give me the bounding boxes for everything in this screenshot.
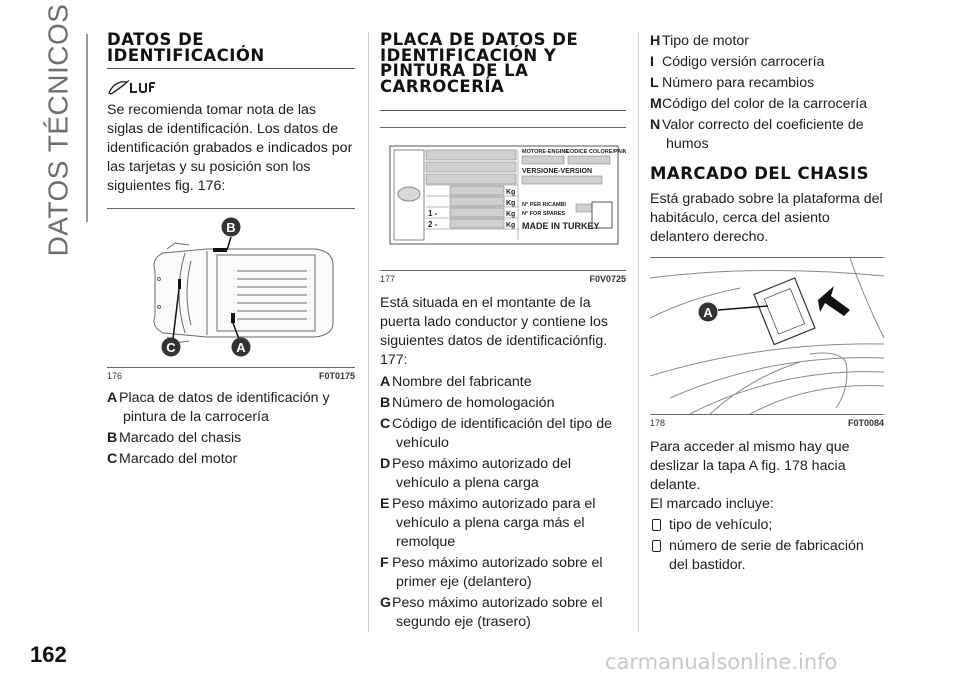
heading-chassis-marking: MARCADO DEL CHASIS: [650, 164, 870, 183]
legend-item: MCódigo del color de la carrocería: [650, 96, 868, 112]
heading-rule: [380, 110, 626, 111]
figure-caption: [650, 418, 884, 428]
figure-code: F0T0084: [847, 417, 884, 428]
intro-paragraph: Se recomienda tomar nota de las siglas de identificación. Los datos de identificación grabados e indicados por las tarjetas y su posición son los siguientes fig. 176:: [107, 102, 353, 194]
column-divider: [368, 32, 369, 632]
bullet-list: [650, 516, 884, 575]
figure-code: F0V0725: [589, 274, 626, 284]
svg-text:Kg: Kg: [506, 222, 516, 229]
legend-item: N Valor correcto del coeficiente de humos: [650, 117, 864, 152]
svg-text:Kg: Kg: [506, 211, 516, 218]
svg-text:N° FOR SPARES: N° FOR SPARES: [522, 211, 566, 217]
bullet-item: tipo de vehículo;: [650, 516, 884, 535]
svg-text:2 -: 2 -: [428, 220, 438, 229]
heading-identification-data: DATOS DE IDENTIFICACIÓN: [107, 30, 265, 65]
legend-item: L Número para recambios: [650, 75, 815, 91]
svg-text:N° PER RICAMBI: N° PER RICAMBI: [522, 202, 567, 208]
legend-item: C Marcado del motor: [107, 451, 238, 467]
heading-plate-data: PLACA DE DATOS DE IDENTIFICACIÓN Y PINTURA DE LA CARROCERÍA: [380, 30, 579, 96]
van-top-view-illustration: [107, 209, 355, 367]
figure-177: [380, 127, 626, 271]
figure-code: F0T0175: [318, 371, 355, 381]
section-title: [28, 3, 88, 257]
section-divider: [86, 34, 88, 222]
watermark: carmanualsonline.info: [605, 650, 838, 674]
figure-number: 178: [650, 417, 666, 428]
legend-list: [650, 32, 884, 154]
column-3: [650, 32, 884, 577]
legend-item: A Placa de datos de identificación y pintura de la carrocería: [107, 390, 330, 425]
svg-text:MOTORE-ENGINE: MOTORE-ENGINE: [522, 149, 569, 155]
callout-c: C: [166, 340, 176, 355]
column-1: [107, 32, 355, 471]
legend-item: A Nombre del fabricante: [380, 374, 532, 390]
legend-item: E Peso máximo autorizado para el vehículo a plena carga más el remolque: [380, 496, 596, 550]
access-paragraph: Para acceder al mismo hay que deslizar la tapa A fig. 178 hacia delante.: [650, 438, 850, 493]
callout-b: B: [226, 220, 236, 235]
section-title-text: DATOS TÉCNICOS: [42, 3, 74, 257]
legend-list: [380, 373, 626, 632]
legend-item: C Código de identificación del tipo de vehículo: [380, 416, 613, 451]
bullet-item: número de serie de fabricación del bastidor.: [650, 537, 884, 575]
column-2: [380, 32, 626, 634]
legend-list: [107, 389, 355, 469]
heading-rule: [107, 68, 355, 69]
legend-item: B Marcado del chasis: [107, 430, 242, 446]
page-number: 162: [30, 642, 67, 667]
eco-logo: [107, 75, 355, 97]
checkbox-bullet-icon: [652, 519, 661, 531]
includes-paragraph: El marcado incluye:: [650, 495, 774, 512]
figure-number: 177: [380, 274, 396, 284]
checkbox-bullet-icon: [652, 540, 661, 552]
intro-paragraph: Está grabado sobre la plataforma del habitáculo, cerca del asiento delantero derecho.: [650, 190, 883, 245]
figure-number: 176: [107, 371, 123, 381]
figure-178: [650, 257, 884, 415]
figure-caption: [380, 274, 626, 284]
svg-text:MADE IN TURKEY: MADE IN TURKEY: [522, 221, 600, 231]
legend-item: D Peso máximo autorizado del vehículo a plena carga: [380, 456, 572, 491]
legend-item: F Peso máximo autorizado sobre el primer eje (delantero): [380, 555, 603, 590]
callout-a: A: [703, 304, 713, 320]
chassis-marking-illustration: [650, 258, 884, 414]
svg-text:1 -: 1 -: [428, 209, 438, 218]
column-divider: [638, 32, 639, 632]
identification-plate-illustration: [380, 128, 626, 270]
svg-text:VERSIONE-VERSION: VERSIONE-VERSION: [522, 168, 593, 175]
legend-item: I Código versión carrocería: [650, 54, 825, 70]
callout-a: A: [236, 340, 246, 355]
legend-item: GPeso máximo autorizado sobre el segundo eje (trasero): [380, 595, 603, 630]
legend-item: B Número de homologación: [380, 395, 555, 411]
svg-text:CODICE COLORE/PAINT: CODICE COLORE/PAINT: [566, 149, 626, 155]
intro-paragraph: Está situada en el montante de la puerta lado conductor y contiene los siguientes datos de identificaciónfig. 177:: [380, 295, 608, 368]
legend-item: H Tipo de motor: [650, 33, 750, 49]
figure-caption: [107, 371, 355, 381]
figure-176: [107, 208, 355, 368]
svg-text:Kg: Kg: [506, 200, 516, 207]
svg-text:Kg: Kg: [506, 189, 516, 196]
leaf-icon: [107, 77, 159, 97]
